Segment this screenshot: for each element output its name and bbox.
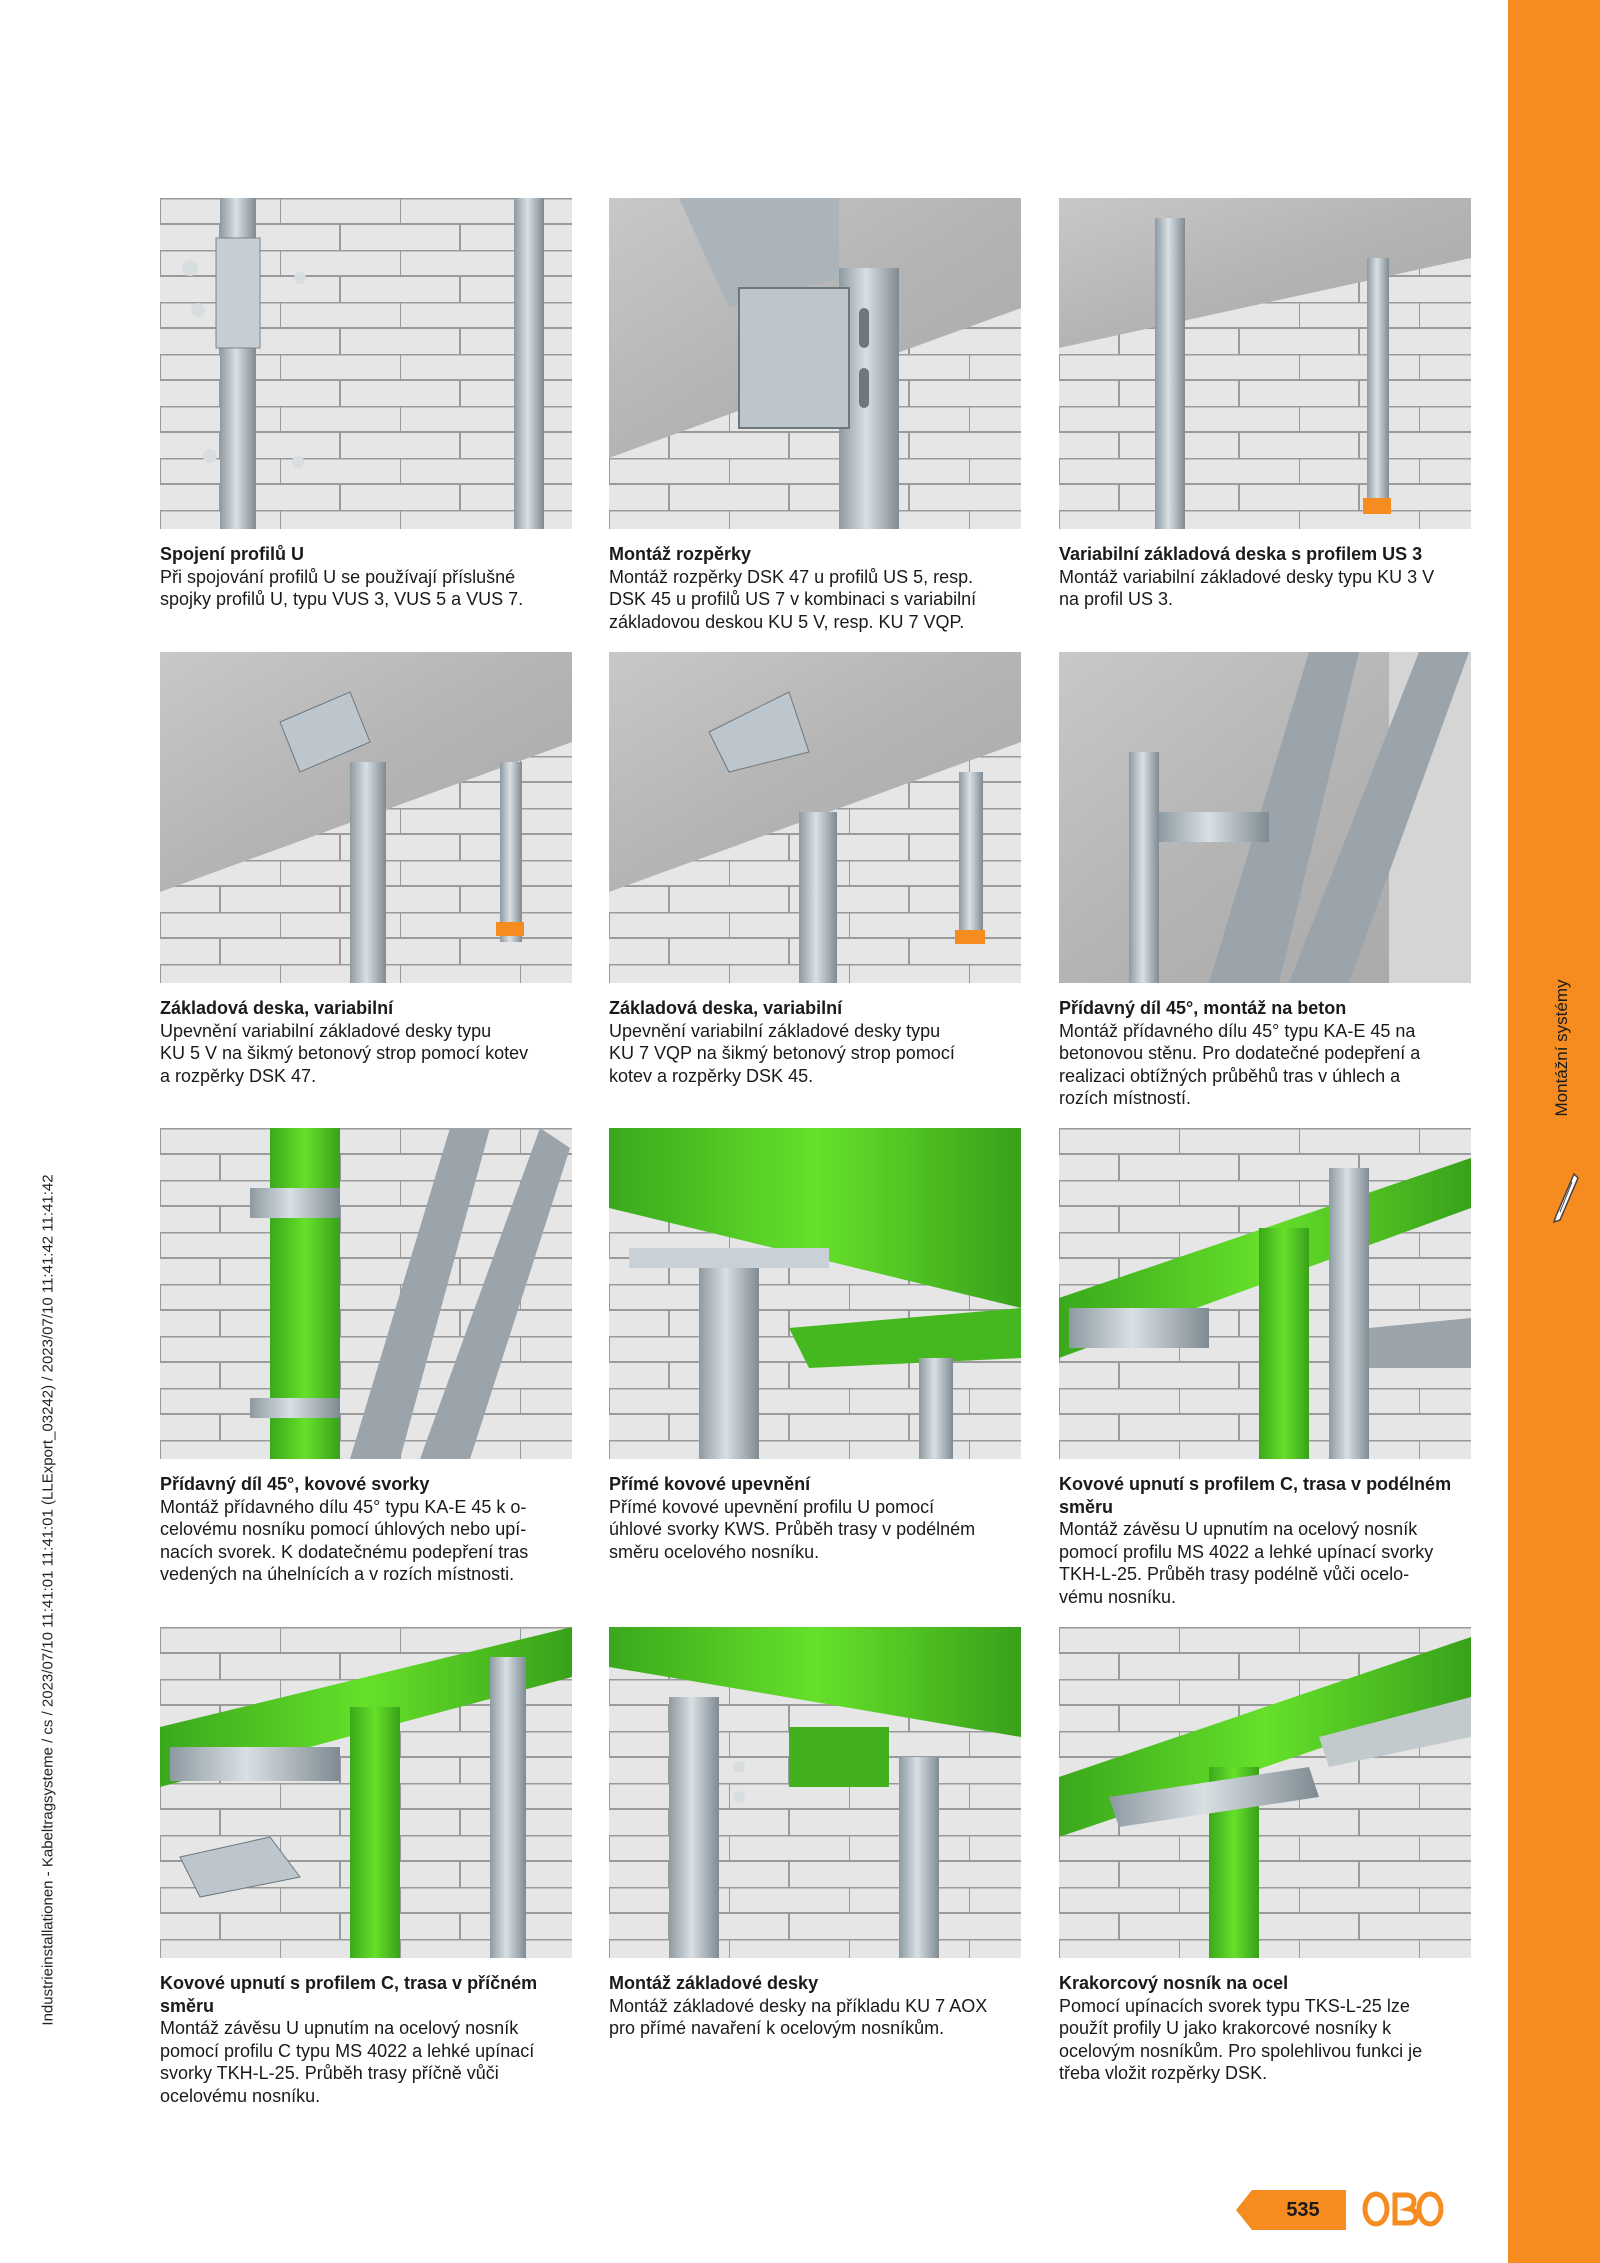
photo-spacer-mount [609, 198, 1021, 529]
card-45-bracket-steel [160, 1128, 572, 1586]
caption-text: Montáž variabilní základové desky typu KU 3 V na profil US 3. [1059, 566, 1435, 609]
photo-u-profile-joint [160, 198, 572, 529]
cable-tray-icon [1552, 1172, 1580, 1224]
page-number-tab [1236, 2190, 1346, 2230]
caption-title: Kovové upnutí s profilem C, trasa v příčném směru [160, 1973, 538, 2016]
photo-direct-steel-mount [609, 1128, 1021, 1459]
caption-title: Přídavný díl 45°, montáž na beton [1059, 998, 1347, 1018]
print-metadata-text: Industrieinstallationen - Kabeltragsysteme / cs / 2023/07/10 11:41:01 11:41:01 (LLExport_03242) / 2023/07/10 11:41:42 11:41:42 [39, 1174, 57, 2026]
caption-text: Upevnění variabilní základové desky typu KU 7 VQP na šikmý betonový strop pomocí kotev a rozpěrky DSK 45. [609, 1020, 955, 1086]
caption-text: Montáž základové desky na příkladu KU 7 AOX pro přímé navaření k ocelovým nosníkům. [609, 1995, 988, 2038]
caption-text: Montáž rozpěrky DSK 47 u profilů US 5, resp. DSK 45 u profilů US 7 v kombinaci s variabilní základovou deskou KU 5 V, resp. KU 7 VQP. [609, 566, 977, 632]
card-direct-steel-mount [609, 1128, 1021, 1563]
caption-title: Montáž základové desky [609, 1973, 819, 1993]
caption-text: Montáž přídavného dílu 45° typu KA-E 45 na betonovou stěnu. Pro dodatečné podepření a realizaci obtížných průběhů tras v úhlech a rozích místností. [1059, 1020, 1421, 1108]
caption-text: Pomocí upínacích svorek typu TKS-L-25 lze použít profily U jako krakorcové nosníky k ocelovým nosníkům. Pro spolehlivou funkci je třeba vložit rozpěrky DSK. [1059, 1995, 1423, 2083]
photo-base-plate-welding [609, 1627, 1021, 1958]
card-u-profile-joint [160, 198, 572, 611]
caption-text: Při spojování profilů U se používají příslušné spojky profilů U, typu VUS 3, VUS 5 a VUS 7. [160, 566, 524, 609]
caption-title: Spojení profilů U [160, 544, 304, 564]
orange-sidebar [1508, 0, 1600, 2263]
section-label-text: Montážní systémy [1552, 979, 1571, 1117]
photo-base-plate-ku5v [160, 652, 572, 983]
card-base-plate-welding [609, 1627, 1021, 2040]
photo-c-profile-longitudinal [1059, 1128, 1471, 1459]
photo-base-plate-us3 [1059, 198, 1471, 529]
caption-title: Přímé kovové upevnění [609, 1474, 811, 1494]
card-base-plate-ku7vqp [609, 652, 1021, 1087]
caption-title: Krakorcový nosník na ocel [1059, 1973, 1289, 1993]
caption-text: Přímé kovové upevnění profilu U pomocí úhlové svorky KWS. Průběh trasy v podélném směru ocelového nosníku. [609, 1496, 976, 1562]
card-45-bracket-concrete [1059, 652, 1471, 1110]
caption-text: Montáž závěsu U upnutím na ocelový nosník pomocí profilu MS 4022 a lehké upínací svorky TKH-L-25. Průběh trasy podélně vůči ocelo- vému nosníku. [1059, 1519, 1434, 1607]
caption-text: Montáž přídavného dílu 45° typu KA-E 45 k o- celovému nosníku pomocí úhlových nebo upí- nacích svorek. K dodatečnému podepření tras vedených na úhelnících a v rozích místnosti. [160, 1496, 529, 1584]
card-spacer-mount [609, 198, 1021, 633]
caption-title: Základová deska, variabilní [609, 998, 843, 1018]
obo-logo [1362, 2190, 1444, 2228]
caption-title: Variabilní základová deska s profilem US 3 [1059, 544, 1423, 564]
photo-c-profile-transverse [160, 1627, 572, 1958]
card-cantilever-steel [1059, 1627, 1471, 2085]
caption-title: Přídavný díl 45°, kovové svorky [160, 1474, 430, 1494]
caption-title: Montáž rozpěrky [609, 544, 752, 564]
photo-base-plate-ku7vqp [609, 652, 1021, 983]
card-base-plate-us3 [1059, 198, 1471, 611]
caption-text: Montáž závěsu U upnutím na ocelový nosník pomocí profilu C typu MS 4022 a lehké upínací svorky TKH-L-25. Průběh trasy příčně vůči ocelovému nosníku. [160, 2018, 535, 2106]
card-c-profile-longitudinal [1059, 1128, 1471, 1608]
photo-cantilever-steel [1059, 1627, 1471, 1958]
caption-text: Upevnění variabilní základové desky typu KU 5 V na šikmý betonový strop pomocí kotev a rozpěrky DSK 47. [160, 1020, 529, 1086]
photo-45-bracket-concrete [1059, 652, 1471, 983]
page-number: 535 [1286, 2199, 1320, 2221]
photo-45-bracket-steel [160, 1128, 572, 1459]
card-c-profile-transverse [160, 1627, 572, 2107]
caption-title: Základová deska, variabilní [160, 998, 394, 1018]
caption-title: Kovové upnutí s profilem C, trasa v podélném směru [1059, 1474, 1452, 1517]
card-base-plate-ku5v [160, 652, 572, 1087]
